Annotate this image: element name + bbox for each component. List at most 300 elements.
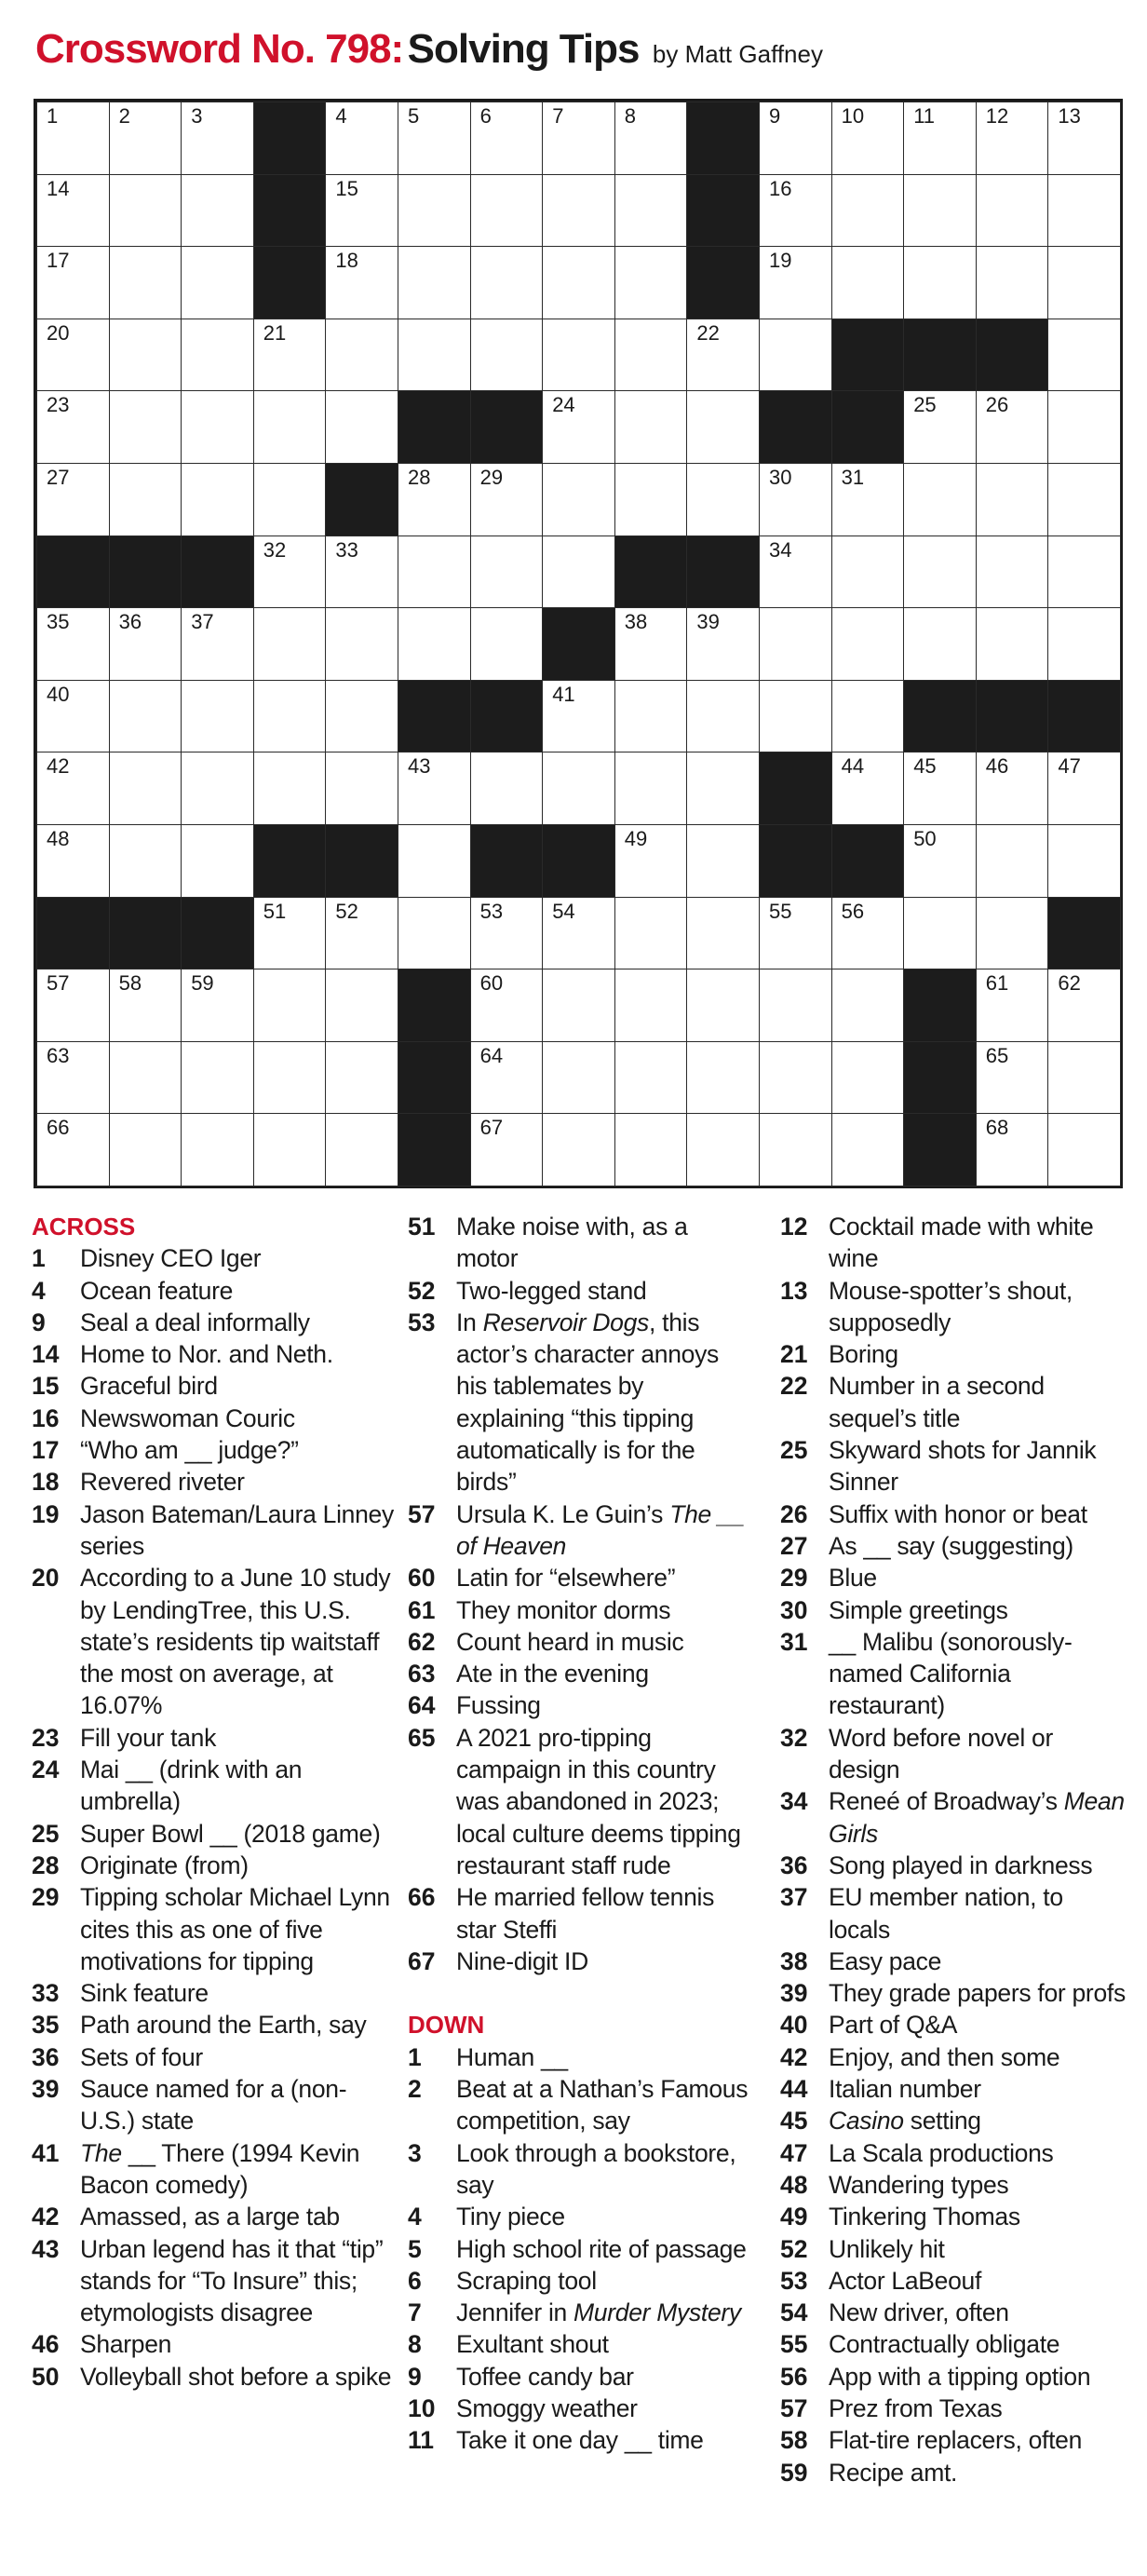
- grid-cell[interactable]: [325, 680, 398, 753]
- grid-cell[interactable]: [36, 319, 110, 392]
- grid-cell[interactable]: [398, 607, 471, 681]
- grid-cell[interactable]: [253, 1041, 327, 1115]
- grid-cell[interactable]: [109, 246, 182, 319]
- grid-cell[interactable]: [831, 969, 905, 1042]
- grid-cell[interactable]: [976, 536, 1049, 609]
- black-square: [759, 824, 832, 898]
- grid-cell[interactable]: [325, 319, 398, 392]
- clue-text: Wandering types: [829, 2170, 1009, 2199]
- grid-cell[interactable]: [109, 390, 182, 464]
- black-square: [686, 536, 760, 609]
- grid-cell[interactable]: [109, 1041, 182, 1115]
- clue-number: 6: [408, 2266, 422, 2295]
- grid-cell[interactable]: [470, 752, 544, 825]
- grid-cell[interactable]: [1047, 390, 1121, 464]
- black-square: [398, 680, 471, 753]
- grid-cell[interactable]: [614, 319, 688, 392]
- grid-cell[interactable]: [614, 1041, 688, 1115]
- black-square: [542, 824, 615, 898]
- page-header: [35, 26, 823, 73]
- grid-cell[interactable]: [542, 897, 615, 970]
- clue-item: [780, 1498, 1127, 1530]
- grid-cell[interactable]: [831, 246, 905, 319]
- grid-cell[interactable]: [686, 824, 760, 898]
- grid-cell[interactable]: [614, 390, 688, 464]
- grid-cell[interactable]: [325, 390, 398, 464]
- clue-text: Human __: [456, 2042, 568, 2071]
- grid-cell[interactable]: [398, 824, 471, 898]
- grid-cell[interactable]: [398, 752, 471, 825]
- clue-item: [780, 1850, 1127, 1881]
- grid-cell[interactable]: [253, 680, 327, 753]
- grid-cell[interactable]: [542, 969, 615, 1042]
- black-square: [325, 463, 398, 536]
- clue-item: [32, 1338, 395, 1370]
- clue-item: [780, 2105, 1127, 2136]
- grid-cell[interactable]: [831, 752, 905, 825]
- grid-cell[interactable]: [181, 1041, 254, 1115]
- clue-number: 57: [780, 2393, 808, 2422]
- grid-cell[interactable]: [903, 824, 977, 898]
- grid-cell[interactable]: [1047, 607, 1121, 681]
- grid-cell[interactable]: [181, 607, 254, 681]
- clue-item: [780, 1275, 1127, 1339]
- grid-cell[interactable]: [36, 969, 110, 1042]
- grid-cell[interactable]: [542, 174, 615, 248]
- grid-cell[interactable]: [976, 969, 1049, 1042]
- clue-number: 57: [408, 1499, 436, 1528]
- grid-cell[interactable]: [1047, 102, 1121, 175]
- grid-cell[interactable]: [614, 969, 688, 1042]
- grid-cell[interactable]: [398, 246, 471, 319]
- black-square: [1047, 680, 1121, 753]
- clue-number: 3: [408, 2138, 422, 2167]
- grid-cell[interactable]: [109, 174, 182, 248]
- grid-cell[interactable]: [470, 1113, 544, 1186]
- grid-cell[interactable]: [903, 607, 977, 681]
- grid-cell[interactable]: [686, 969, 760, 1042]
- cell-number: 32: [263, 537, 287, 562]
- clue-number: 39: [32, 2075, 60, 2104]
- grid-cell[interactable]: [109, 463, 182, 536]
- grid-cell[interactable]: [36, 680, 110, 753]
- grid-cell[interactable]: [759, 319, 832, 392]
- grid-cell[interactable]: [325, 246, 398, 319]
- clue-text: They monitor dorms: [456, 1595, 671, 1624]
- grid-cell[interactable]: [109, 680, 182, 753]
- clue-number: 4: [408, 2203, 422, 2231]
- grid-cell[interactable]: [759, 174, 832, 248]
- clue-number: 8: [408, 2330, 422, 2359]
- grid-cell[interactable]: [614, 607, 688, 681]
- clue-item: [408, 2328, 754, 2360]
- grid-cell[interactable]: [470, 463, 544, 536]
- grid-cell[interactable]: [325, 897, 398, 970]
- grid-cell[interactable]: [181, 390, 254, 464]
- grid-cell[interactable]: [614, 1113, 688, 1186]
- cell-number: 22: [696, 320, 720, 345]
- grid-cell[interactable]: [109, 319, 182, 392]
- grid-cell[interactable]: [759, 607, 832, 681]
- clue-number: 31: [780, 1627, 808, 1656]
- clue-item: [32, 2137, 395, 2202]
- cell-number: 43: [408, 754, 431, 779]
- cell-number: 46: [985, 754, 1009, 779]
- cell-number: 65: [985, 1043, 1009, 1067]
- grid-cell[interactable]: [686, 319, 760, 392]
- cell-number: 44: [841, 754, 865, 779]
- grid-cell[interactable]: [686, 607, 760, 681]
- grid-cell[interactable]: [976, 897, 1049, 970]
- black-square: [253, 246, 327, 319]
- grid-cell[interactable]: [831, 102, 905, 175]
- grid-cell[interactable]: [325, 1041, 398, 1115]
- grid-cell[interactable]: [181, 1113, 254, 1186]
- clue-text: Recipe amt.: [829, 2458, 958, 2487]
- puzzle-title: Solving Tips: [407, 26, 640, 72]
- cell-number: 60: [479, 971, 504, 996]
- clue-text: Exultant shout: [456, 2330, 609, 2359]
- grid-cell[interactable]: [614, 102, 688, 175]
- cell-number: 56: [841, 899, 865, 923]
- clue-number: 29: [32, 1883, 60, 1912]
- grid-cell[interactable]: [686, 1041, 760, 1115]
- grid-cell[interactable]: [976, 752, 1049, 825]
- grid-cell[interactable]: [686, 1113, 760, 1186]
- grid-cell[interactable]: [109, 969, 182, 1042]
- black-square: [831, 319, 905, 392]
- grid-cell[interactable]: [903, 246, 977, 319]
- grid-cell[interactable]: [398, 463, 471, 536]
- grid-cell[interactable]: [1047, 536, 1121, 609]
- grid-cell[interactable]: [109, 1113, 182, 1186]
- grid-cell[interactable]: [542, 463, 615, 536]
- clue-text: Suffix with honor or beat: [829, 1499, 1087, 1528]
- clue-item: [780, 2137, 1127, 2169]
- clue-item: [32, 1754, 395, 1818]
- grid-cell[interactable]: [759, 969, 832, 1042]
- grid-cell[interactable]: [614, 680, 688, 753]
- grid-cell[interactable]: [181, 824, 254, 898]
- grid-cell[interactable]: [614, 897, 688, 970]
- cell-number: 47: [1058, 754, 1081, 779]
- grid-cell[interactable]: [325, 607, 398, 681]
- grid-cell[interactable]: [759, 1041, 832, 1115]
- clue-item: [32, 2073, 395, 2137]
- grid-cell[interactable]: [903, 390, 977, 464]
- grid-cell[interactable]: [1047, 246, 1121, 319]
- clue-text: Ate in the evening: [456, 1660, 649, 1688]
- grid-cell[interactable]: [253, 536, 327, 609]
- grid-cell[interactable]: [759, 536, 832, 609]
- clue-text: Ursula K. Le Guin’s The __ of Heaven: [456, 1499, 745, 1560]
- clue-item: [780, 1370, 1127, 1434]
- grid-cell[interactable]: [542, 246, 615, 319]
- clue-text: According to a June 10 study by LendingTree, this U.S. state’s residents tip waitstaff the most on average, at 16.07%: [80, 1564, 391, 1720]
- grid-cell[interactable]: [686, 390, 760, 464]
- grid-cell[interactable]: [470, 536, 544, 609]
- clue-number: 12: [780, 1213, 808, 1241]
- grid-cell[interactable]: [903, 536, 977, 609]
- grid-cell[interactable]: [253, 319, 327, 392]
- grid-cell[interactable]: [253, 390, 327, 464]
- clue-number: 5: [408, 2234, 422, 2263]
- grid-cell[interactable]: [325, 174, 398, 248]
- grid-cell[interactable]: [36, 463, 110, 536]
- grid-cell[interactable]: [36, 174, 110, 248]
- grid-cell[interactable]: [542, 536, 615, 609]
- clue-item: [408, 1946, 754, 1977]
- grid-cell[interactable]: [976, 1113, 1049, 1186]
- grid-cell[interactable]: [181, 680, 254, 753]
- clue-text: Revered riveter: [80, 1468, 245, 1497]
- clue-column-1: [32, 1211, 395, 2393]
- clue-text: In Reservoir Dogs, this actor’s character annoys his tablemates by explaining “this tipping automatically is for the birds”: [456, 1308, 719, 1497]
- grid-cell[interactable]: [976, 463, 1049, 536]
- grid-cell[interactable]: [470, 607, 544, 681]
- cell-number: 6: [479, 104, 492, 128]
- grid-cell[interactable]: [614, 824, 688, 898]
- clue-item: [32, 1881, 395, 1977]
- grid-cell[interactable]: [831, 174, 905, 248]
- grid-cell[interactable]: [1047, 319, 1121, 392]
- grid-cell[interactable]: [614, 752, 688, 825]
- grid-cell[interactable]: [831, 536, 905, 609]
- clue-text: A 2021 pro-tipping campaign in this country was abandoned in 2023; local culture deems tipping restaurant staff rude: [456, 1723, 741, 1879]
- black-square: [903, 319, 977, 392]
- grid-cell[interactable]: [253, 607, 327, 681]
- grid-cell[interactable]: [759, 680, 832, 753]
- grid-cell[interactable]: [109, 102, 182, 175]
- grid-cell[interactable]: [903, 897, 977, 970]
- cell-number: 9: [769, 104, 781, 128]
- grid-cell[interactable]: [903, 463, 977, 536]
- grid-cell[interactable]: [903, 102, 977, 175]
- clue-text: Nine-digit ID: [456, 1946, 588, 1975]
- grid-cell[interactable]: [325, 969, 398, 1042]
- grid-cell[interactable]: [686, 752, 760, 825]
- clue-number: 36: [780, 1851, 808, 1879]
- grid-cell[interactable]: [398, 102, 471, 175]
- grid-cell[interactable]: [542, 319, 615, 392]
- clue-number: 16: [32, 1403, 60, 1432]
- clue-item: [32, 1275, 395, 1307]
- grid-cell[interactable]: [36, 1113, 110, 1186]
- clue-item: [408, 2393, 754, 2424]
- grid-cell[interactable]: [181, 246, 254, 319]
- grid-cell[interactable]: [686, 897, 760, 970]
- grid-cell[interactable]: [181, 969, 254, 1042]
- clue-number: 40: [780, 2011, 808, 2040]
- clue-number: 63: [408, 1660, 436, 1688]
- grid-cell[interactable]: [903, 752, 977, 825]
- grid-cell[interactable]: [831, 1041, 905, 1115]
- cell-number: 28: [408, 466, 431, 489]
- grid-cell[interactable]: [470, 897, 544, 970]
- clue-number: 48: [780, 2170, 808, 2199]
- clue-text: Count heard in music: [456, 1627, 684, 1656]
- grid-cell[interactable]: [36, 390, 110, 464]
- grid-cell[interactable]: [542, 102, 615, 175]
- clue-text: __ Malibu (sonorously-named California restaurant): [829, 1627, 1073, 1720]
- grid-cell[interactable]: [976, 607, 1049, 681]
- grid-cell[interactable]: [398, 897, 471, 970]
- grid-cell[interactable]: [470, 319, 544, 392]
- grid-cell[interactable]: [976, 1041, 1049, 1115]
- grid-cell[interactable]: [470, 174, 544, 248]
- grid-cell[interactable]: [542, 1113, 615, 1186]
- grid-cell[interactable]: [831, 680, 905, 753]
- cell-number: 33: [335, 537, 358, 562]
- clue-number: 47: [780, 2138, 808, 2167]
- clue-item: [780, 1881, 1127, 1946]
- grid-cell[interactable]: [253, 752, 327, 825]
- clue-number: 62: [408, 1627, 436, 1656]
- clue-item: [408, 1722, 754, 1881]
- grid-cell[interactable]: [325, 752, 398, 825]
- grid-cell[interactable]: [542, 1041, 615, 1115]
- clue-text: Beat at a Nathan’s Famous competition, say: [456, 2075, 749, 2135]
- grid-cell[interactable]: [831, 463, 905, 536]
- grid-cell[interactable]: [181, 319, 254, 392]
- grid-cell[interactable]: [686, 463, 760, 536]
- black-square: [181, 897, 254, 970]
- clue-column-3: [780, 1211, 1127, 2488]
- grid-cell[interactable]: [542, 752, 615, 825]
- grid-cell[interactable]: [36, 1041, 110, 1115]
- cell-number: 31: [841, 466, 865, 489]
- grid-cell[interactable]: [36, 246, 110, 319]
- grid-cell[interactable]: [759, 897, 832, 970]
- grid-cell[interactable]: [1047, 463, 1121, 536]
- grid-cell[interactable]: [36, 607, 110, 681]
- grid-cell[interactable]: [759, 246, 832, 319]
- grid-cell[interactable]: [831, 897, 905, 970]
- clue-text: Tinkering Thomas: [829, 2203, 1020, 2231]
- grid-cell[interactable]: [542, 680, 615, 753]
- grid-cell[interactable]: [903, 174, 977, 248]
- grid-cell[interactable]: [1047, 824, 1121, 898]
- black-square: [686, 102, 760, 175]
- clue-text: Two-legged stand: [456, 1276, 647, 1305]
- grid-cell[interactable]: [398, 536, 471, 609]
- grid-cell[interactable]: [1047, 174, 1121, 248]
- clue-number: 42: [780, 2042, 808, 2071]
- clue-item: [32, 1818, 395, 1850]
- clue-number: 1: [32, 1244, 46, 1273]
- grid-cell[interactable]: [542, 390, 615, 464]
- clue-text: The __ There (1994 Kevin Bacon comedy): [80, 2138, 360, 2199]
- black-square: [976, 319, 1049, 392]
- black-square: [759, 752, 832, 825]
- grid-cell[interactable]: [759, 463, 832, 536]
- grid-cell[interactable]: [36, 102, 110, 175]
- clue-item: [780, 1530, 1127, 1562]
- grid-cell[interactable]: [253, 463, 327, 536]
- grid-cell[interactable]: [831, 607, 905, 681]
- clue-item: [32, 2201, 395, 2232]
- grid-cell[interactable]: [470, 246, 544, 319]
- clue-text: Unlikely hit: [829, 2234, 945, 2263]
- clue-number: 33: [32, 1979, 60, 2008]
- grid-cell[interactable]: [325, 1113, 398, 1186]
- clue-number: 35: [32, 2011, 60, 2040]
- grid-cell[interactable]: [253, 897, 327, 970]
- grid-cell[interactable]: [470, 969, 544, 1042]
- grid-cell[interactable]: [614, 463, 688, 536]
- cell-number: 67: [479, 1116, 504, 1140]
- clue-item: [408, 2297, 754, 2328]
- grid-cell[interactable]: [109, 607, 182, 681]
- grid-cell[interactable]: [976, 824, 1049, 898]
- grid-cell[interactable]: [181, 463, 254, 536]
- grid-cell[interactable]: [1047, 969, 1121, 1042]
- grid-cell[interactable]: [253, 1113, 327, 1186]
- grid-cell[interactable]: [759, 1113, 832, 1186]
- clue-text: Volleyball shot before a spike: [80, 2362, 392, 2391]
- grid-cell[interactable]: [614, 246, 688, 319]
- clue-text: They grade papers for profs: [829, 1979, 1126, 2008]
- clue-number: 17: [32, 1436, 60, 1465]
- black-square: [903, 1041, 977, 1115]
- grid-cell[interactable]: [109, 752, 182, 825]
- clue-text: App with a tipping option: [829, 2362, 1091, 2391]
- clue-text: Urban legend has it that “tip” stands for “To Insure” this; etymologists disagree: [80, 2234, 384, 2327]
- grid-cell[interactable]: [470, 1041, 544, 1115]
- clue-item: [408, 1626, 754, 1658]
- clue-number: 41: [32, 2138, 60, 2167]
- grid-cell[interactable]: [1047, 752, 1121, 825]
- cell-number: 8: [624, 104, 637, 128]
- puzzle-number-title: Crossword No. 798:: [35, 26, 404, 72]
- grid-cell[interactable]: [614, 174, 688, 248]
- cell-number: 11: [913, 104, 936, 128]
- grid-cell[interactable]: [109, 824, 182, 898]
- grid-cell[interactable]: [325, 536, 398, 609]
- grid-cell[interactable]: [181, 102, 254, 175]
- grid-cell[interactable]: [398, 174, 471, 248]
- cell-number: 66: [47, 1116, 70, 1140]
- grid-cell[interactable]: [181, 174, 254, 248]
- clue-text: Mai __ (drink with an umbrella): [80, 1756, 303, 1816]
- grid-cell[interactable]: [36, 824, 110, 898]
- grid-cell[interactable]: [759, 102, 832, 175]
- black-square: [614, 536, 688, 609]
- grid-cell[interactable]: [398, 319, 471, 392]
- cell-number: 49: [624, 827, 648, 850]
- clue-number: 25: [32, 1819, 60, 1848]
- grid-cell[interactable]: [976, 246, 1049, 319]
- grid-cell[interactable]: [253, 969, 327, 1042]
- grid-cell[interactable]: [976, 174, 1049, 248]
- grid-cell[interactable]: [1047, 1113, 1121, 1186]
- grid-cell[interactable]: [36, 752, 110, 825]
- grid-cell[interactable]: [976, 102, 1049, 175]
- cell-number: 14: [47, 176, 70, 200]
- grid-cell[interactable]: [470, 102, 544, 175]
- clue-item: [408, 2361, 754, 2393]
- grid-cell[interactable]: [686, 680, 760, 753]
- grid-cell[interactable]: [1047, 1041, 1121, 1115]
- grid-cell[interactable]: [325, 102, 398, 175]
- grid-cell[interactable]: [181, 752, 254, 825]
- grid-cell[interactable]: [831, 1113, 905, 1186]
- clue-item: [32, 1242, 395, 1274]
- grid-cell[interactable]: [976, 390, 1049, 464]
- clue-text: Mouse-spotter’s shout, supposedly: [829, 1276, 1073, 1336]
- clue-item: [780, 2233, 1127, 2265]
- black-square: [398, 969, 471, 1042]
